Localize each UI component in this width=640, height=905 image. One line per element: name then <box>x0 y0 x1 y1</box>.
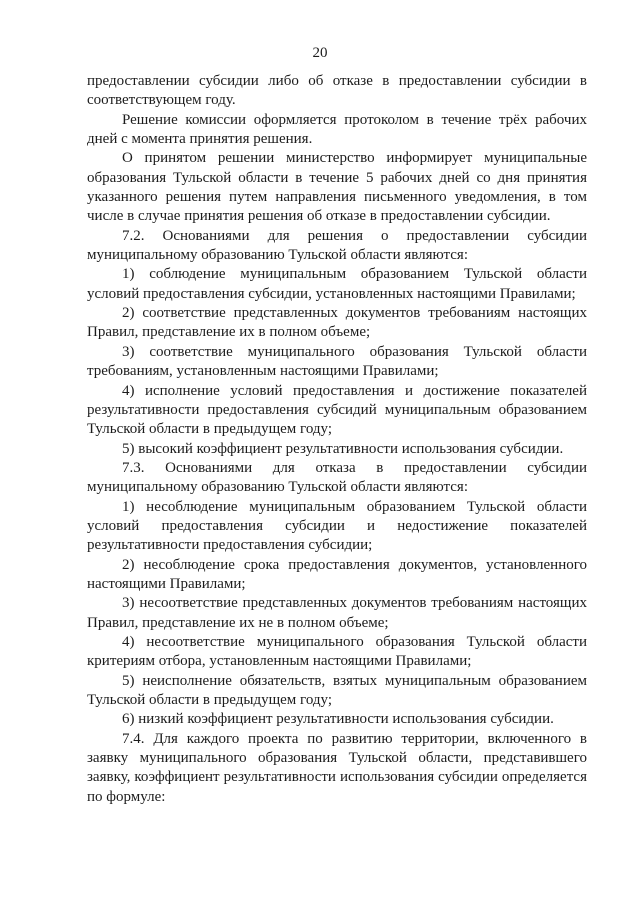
clause-7-2-item-3: 3) соответствие муниципального образования Тульской области требованиям, установленным настоящими Правилами; <box>87 343 587 380</box>
clause-7-3-item-5: 5) неисполнение обязательств, взятых муниципальным образованием Тульской области в предыдущем году; <box>87 672 587 708</box>
paragraph-continuation: предоставлении субсидии либо об отказе в предоставлении субсидии в соответствующем году. <box>87 73 587 109</box>
clause-7-3-item-1: 1) несоблюдение муниципальным образованием Тульской области условий предоставления субсидии и недостижение показателей результативности предоставления субсидии; <box>87 498 587 554</box>
clause-7-2-item-5: 5) высокий коэффициент результативности использования субсидии. <box>122 440 564 457</box>
clause-7-3-item-3: 3) несоответствие представленных документов требованиям настоящих Правил, представление их не в полном объеме; <box>87 595 587 631</box>
clause-7-3-heading: 7.3. Основаниями для отказа в предоставлении субсидии муниципальному образованию Тульской области являются: <box>87 459 587 496</box>
paragraph-ministry-notification: О принятом решении министерство информирует муниципальные образования Тульской области в течение 5 рабочих дней со дня принятия указанного решения путем направления письменного уведомления, в том числе в случае принятия решения об отказе в предоставлении субсидии. <box>87 150 587 225</box>
clause-7-3-item-6: 6) низкий коэффициент результативности использования субсидии. <box>122 711 554 728</box>
page-number: 20 <box>312 45 328 61</box>
clause-7-3-item-2: 2) несоблюдение срока предоставления документов, установленного настоящими Правилами; <box>87 556 587 592</box>
clause-7-2-item-2: 2) соответствие представленных документов требованиям настоящих Правил, представление их в полном объеме; <box>87 305 587 341</box>
clause-7-2-heading: 7.2. Основаниями для решения о предоставлении субсидии муниципальному образованию Тульской области являются: <box>87 227 587 264</box>
clause-7-4-paragraph: 7.4. Для каждого проекта по развитию территории, включенного в заявку муниципального образования Тульской области, представившего заявку, коэффициент результативности использования субсидии определяется по формуле: <box>87 730 587 805</box>
clause-7-3-item-4: 4) несоответствие муниципального образования Тульской области критериям отбора, установленным настоящими Правилами; <box>87 633 587 670</box>
clause-7-2-item-4: 4) исполнение условий предоставления и достижение показателей результативности предоставления субсидий муниципальным образованием Тульской области в предыдущем году; <box>87 382 587 438</box>
document-body <box>87 72 587 807</box>
clause-7-2-item-1: 1) соблюдение муниципальным образованием Тульской области условий предоставления субсидии, установленных настоящими Правилами; <box>87 266 587 302</box>
paragraph-commission-decision: Решение комиссии оформляется протоколом в течение трёх рабочих дней с момента принятия решения. <box>87 111 587 148</box>
